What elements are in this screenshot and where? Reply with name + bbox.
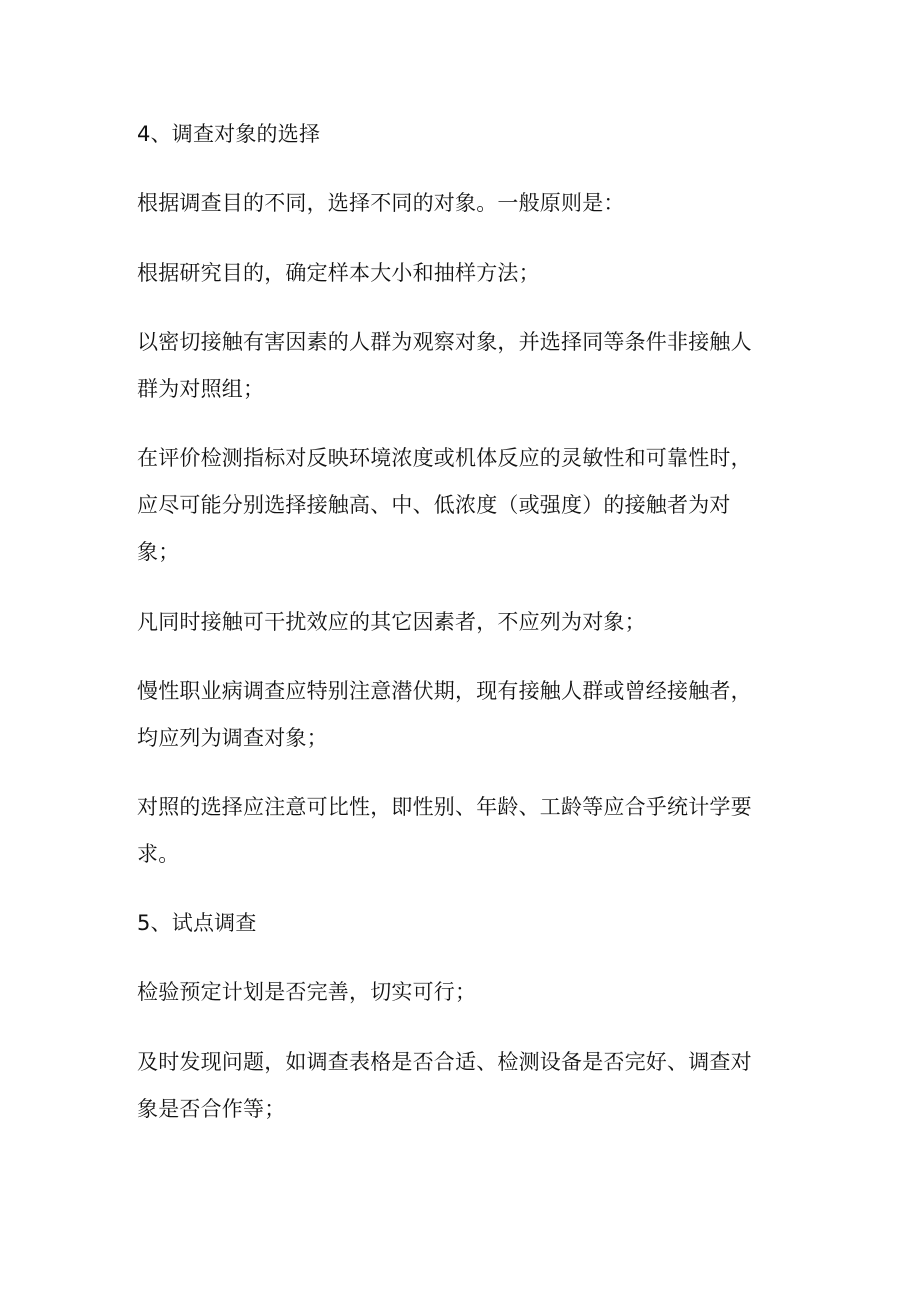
paragraph-line: 根据调查目的不同，选择不同的对象。一般原则是： <box>137 191 625 215</box>
paragraph-line: 求。 <box>137 842 180 866</box>
paragraph-line: 群为对照组； <box>137 377 265 401</box>
section-heading-5: 5、试点调查 <box>137 911 257 935</box>
paragraph-line: 凡同时接触可干扰效应的其它因素者，不应列为对象； <box>137 610 646 634</box>
paragraph-line: 在评价检测指标对反映环境浓度或机体反应的灵敏性和可靠性时， <box>137 446 752 470</box>
paragraph-line: 检验预定计划是否完善，切实可行； <box>137 980 477 1004</box>
paragraph-line: 均应列为调查对象； <box>137 726 328 750</box>
paragraph-line: 慢性职业病调查应特别注意潜伏期，现有接触人群或曾经接触者， <box>137 679 752 703</box>
paragraph-line: 象是否合作等； <box>137 1097 286 1121</box>
section-heading-4: 4、调查对象的选择 <box>137 122 321 146</box>
paragraph-line: 根据研究目的，确定样本大小和抽样方法； <box>137 261 540 285</box>
paragraph-line: 应尽可能分别选择接触高、中、低浓度（或强度）的接触者为对 <box>137 493 731 517</box>
paragraph-line: 以密切接触有害因素的人群为观察对象，并选择同等条件非接触人 <box>137 330 752 354</box>
paragraph-line: 及时发现问题，如调查表格是否合适、检测设备是否完好、调查对 <box>137 1050 752 1074</box>
paragraph-line: 象； <box>137 540 180 564</box>
paragraph-line: 对照的选择应注意可比性，即性别、年龄、工龄等应合乎统计学要 <box>137 795 752 819</box>
